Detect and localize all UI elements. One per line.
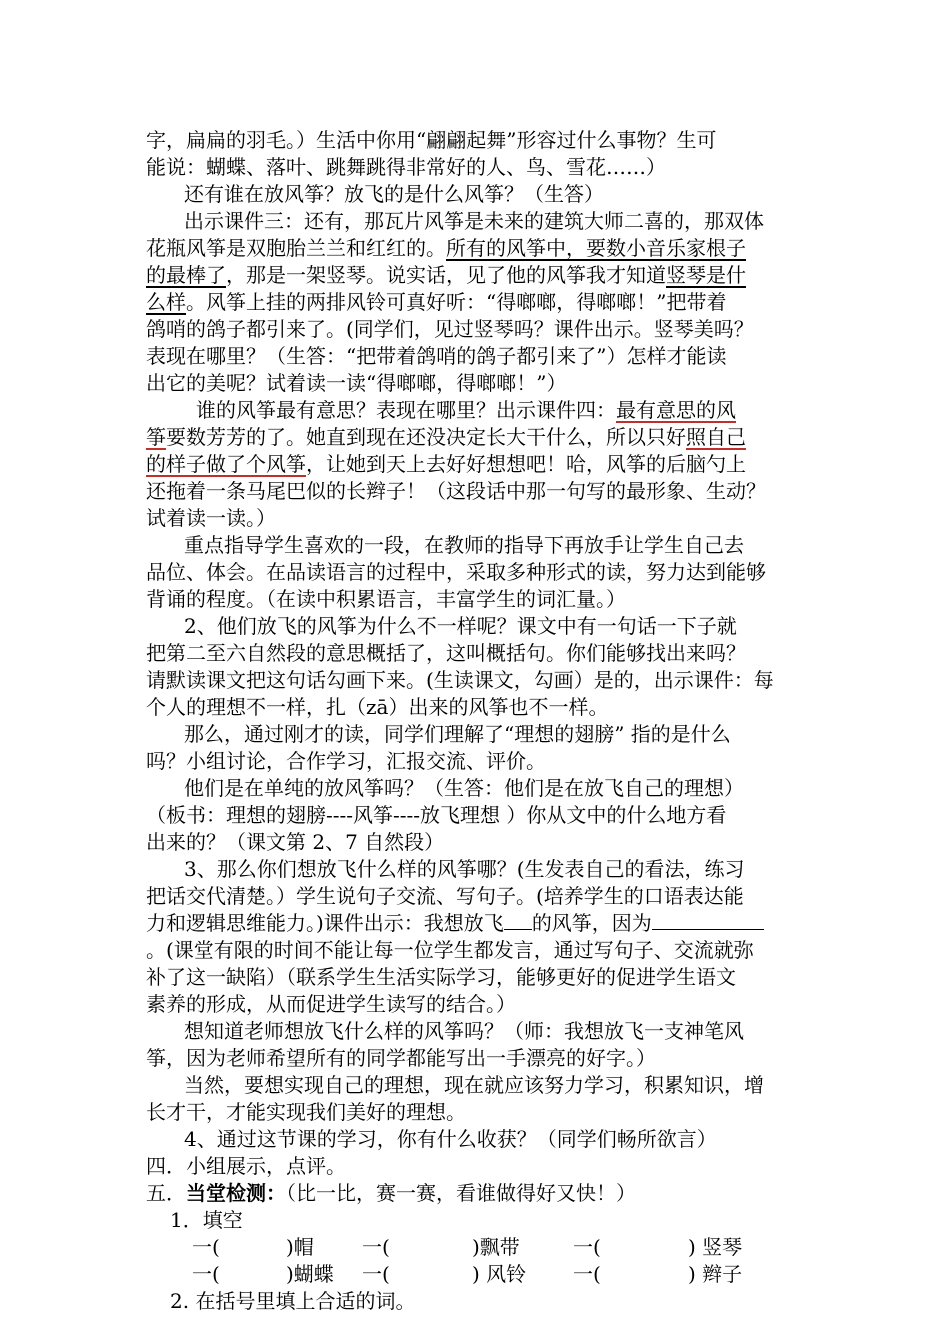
fill-blank <box>652 909 764 930</box>
text-line: 把第二至六自然段的意思概括了，这叫概括句。你们能够找出来吗？ <box>146 641 746 665</box>
section-heading <box>146 1179 636 1207</box>
underlined-text: 最有意思的风 <box>616 398 736 422</box>
text-line: 筝，因为老师希望所有的同学都能写出一手漂亮的好字。） <box>146 1046 656 1070</box>
text-line: 背诵的程度。（在读中积累语言，丰富学生的词汇量。） <box>146 587 626 611</box>
text-line: 还有谁在放风筝？放飞的是什么风筝？（生答） <box>184 182 604 206</box>
text-line: 出示课件三：还有，那瓦片风筝是未来的建筑大师二喜的，那双体 <box>184 209 764 233</box>
underlined-text: 竖琴是什 <box>666 263 746 287</box>
text-span: 谁的风筝最有意思？表现在哪里？出示课件四： <box>196 398 616 422</box>
fill-item-prefix: 一( <box>192 1235 220 1259</box>
text-line: 重点指导学生喜欢的一段，在教师的指导下再放手让学生自己去 <box>184 533 744 557</box>
fill-item-word: ) 风铃 <box>472 1262 527 1286</box>
section-number: 五． <box>146 1181 186 1205</box>
text-line: 2、他们放飞的风筝为什么不一样呢？课文中有一句话一下子就 <box>184 614 737 638</box>
text-line: 试着读一读。） <box>146 506 276 530</box>
fill-item-word: )蝴蝶 <box>286 1262 334 1286</box>
text-line <box>146 261 746 289</box>
text-line <box>146 288 726 316</box>
text-line: 3、那么你们想放飞什么样的风筝哪？(生发表自己的看法，练习 <box>184 857 745 881</box>
fill-item-prefix: 一( <box>573 1262 601 1286</box>
text-span: ，那是一架竖琴。说实话，见了他的风筝我才知道 <box>226 263 666 287</box>
text-span: 的风筝，因为 <box>531 911 652 935</box>
text-line: 吗？小组讨论，合作学习，汇报交流、评价。 <box>146 749 546 773</box>
text-span: ，让她到天上去好好想想吧！哈，风筝的后脑勺上 <box>306 452 746 476</box>
underlined-text: 筝 <box>146 425 166 449</box>
fill-item-word: )帽 <box>286 1235 314 1259</box>
text-line: 。(课堂有限的时间不能让每一位学生都发言，通过写句子、交流就弥 <box>146 938 754 962</box>
underlined-text: 的最棒了 <box>146 263 226 287</box>
question-label: 1．填空 <box>170 1208 243 1232</box>
text-line: 当然，要想实现自己的理想，现在就应该努力学习，积累知识，增 <box>184 1073 764 1097</box>
section-title: 当堂检测： <box>186 1181 286 1205</box>
fill-item-word: )飘带 <box>472 1235 520 1259</box>
text-line: 出来的？（课文第 2、7 自然段） <box>146 830 445 854</box>
underlined-text: 所有的风筝中，要数小音乐家根子 <box>446 236 746 260</box>
text-span: （比一比，赛一赛，看谁做得好又快！） <box>286 1181 636 1205</box>
text-line: 请默读课文把这句话勾画下来。(生读课文，勾画）是的，出示课件：每 <box>146 668 774 692</box>
fill-item-prefix: 一( <box>362 1235 390 1259</box>
fill-item-word: ) 竖琴 <box>688 1235 743 1259</box>
text-line <box>146 909 764 937</box>
text-line: 表现在哪里？（生答：“把带着鸽哨的鸽子都引来了”）怎样才能读 <box>146 344 727 368</box>
fill-item-prefix: 一( <box>192 1262 220 1286</box>
fill-item-prefix: 一( <box>362 1262 390 1286</box>
text-line: 补了这一缺陷）（联系学生生活实际学习，能够更好的促进学生语文 <box>146 965 736 989</box>
text-span: 力和逻辑思维能力。)课件出示：我想放飞 <box>146 911 504 935</box>
underlined-text: 的样子做了个风筝 <box>146 452 306 476</box>
text-line: 出它的美呢？试着读一读“得啷啷，得啷啷！”） <box>146 371 567 395</box>
text-line: 品位、体会。在品读语言的过程中，采取多种形式的读，努力达到能够 <box>146 560 766 584</box>
text-line: 4、通过这节课的学习，你有什么收获？（同学们畅所欲言） <box>184 1127 717 1151</box>
text-line <box>196 396 736 424</box>
section-heading: 四．小组展示，点评。 <box>146 1154 346 1178</box>
text-line: 字，扁扁的羽毛。）生活中你用“翩翩起舞”形容过什么事物？生可 <box>146 128 717 152</box>
text-line <box>146 423 746 451</box>
text-line: 想知道老师想放飞什么样的风筝吗？（师：我想放飞一支神笔风 <box>184 1019 744 1043</box>
text-line: 那么，通过刚才的读，同学们理解了“理想的翅膀” 指的是什么 <box>184 722 731 746</box>
fill-item-word: ) 辫子 <box>688 1262 743 1286</box>
text-line: （板书：理想的翅膀----风筝----放飞理想 ）你从文中的什么地方看 <box>146 803 727 827</box>
text-span: 花瓶风筝是双胞胎兰兰和红红的。 <box>146 236 446 260</box>
text-line: 素养的形成，从而促进学生读写的结合。） <box>146 992 516 1016</box>
text-line <box>146 234 746 262</box>
underlined-text: 么样 <box>146 290 186 314</box>
text-line: 能说：蝴蝶、落叶、跳舞跳得非常好的人、鸟、雪花……） <box>146 155 666 179</box>
text-span: 。风筝上挂的两排风铃可真好听：“得啷啷，得啷啷！”把带着 <box>186 290 727 314</box>
text-line: 他们是在单纯的放风筝吗？（生答：他们是在放飞自己的理想） <box>184 776 744 800</box>
text-line: 长才干，才能实现我们美好的理想。 <box>146 1100 466 1124</box>
underlined-text: 照自己 <box>686 425 746 449</box>
question-label: 2. 在括号里填上合适的词。 <box>170 1289 416 1313</box>
text-line: 还拖着一条马尾巴似的长辫子！（这段话中那一句写的最形象、生动？ <box>146 479 766 503</box>
text-span: 要数芳芳的了。她直到现在还没决定长大干什么，所以只好 <box>166 425 686 449</box>
text-line: 个人的理想不一样，扎（zā）出来的风筝也不一样。 <box>146 695 609 719</box>
text-line: 把话交代清楚。）学生说句子交流、写句子。(培养学生的口语表达能 <box>146 884 744 908</box>
text-line: 鸽哨的鸽子都引来了。(同学们，见过竖琴吗？课件出示。竖琴美吗？ <box>146 317 754 341</box>
fill-item-prefix: 一( <box>573 1235 601 1259</box>
fill-blank <box>504 909 532 930</box>
text-line <box>146 450 746 478</box>
